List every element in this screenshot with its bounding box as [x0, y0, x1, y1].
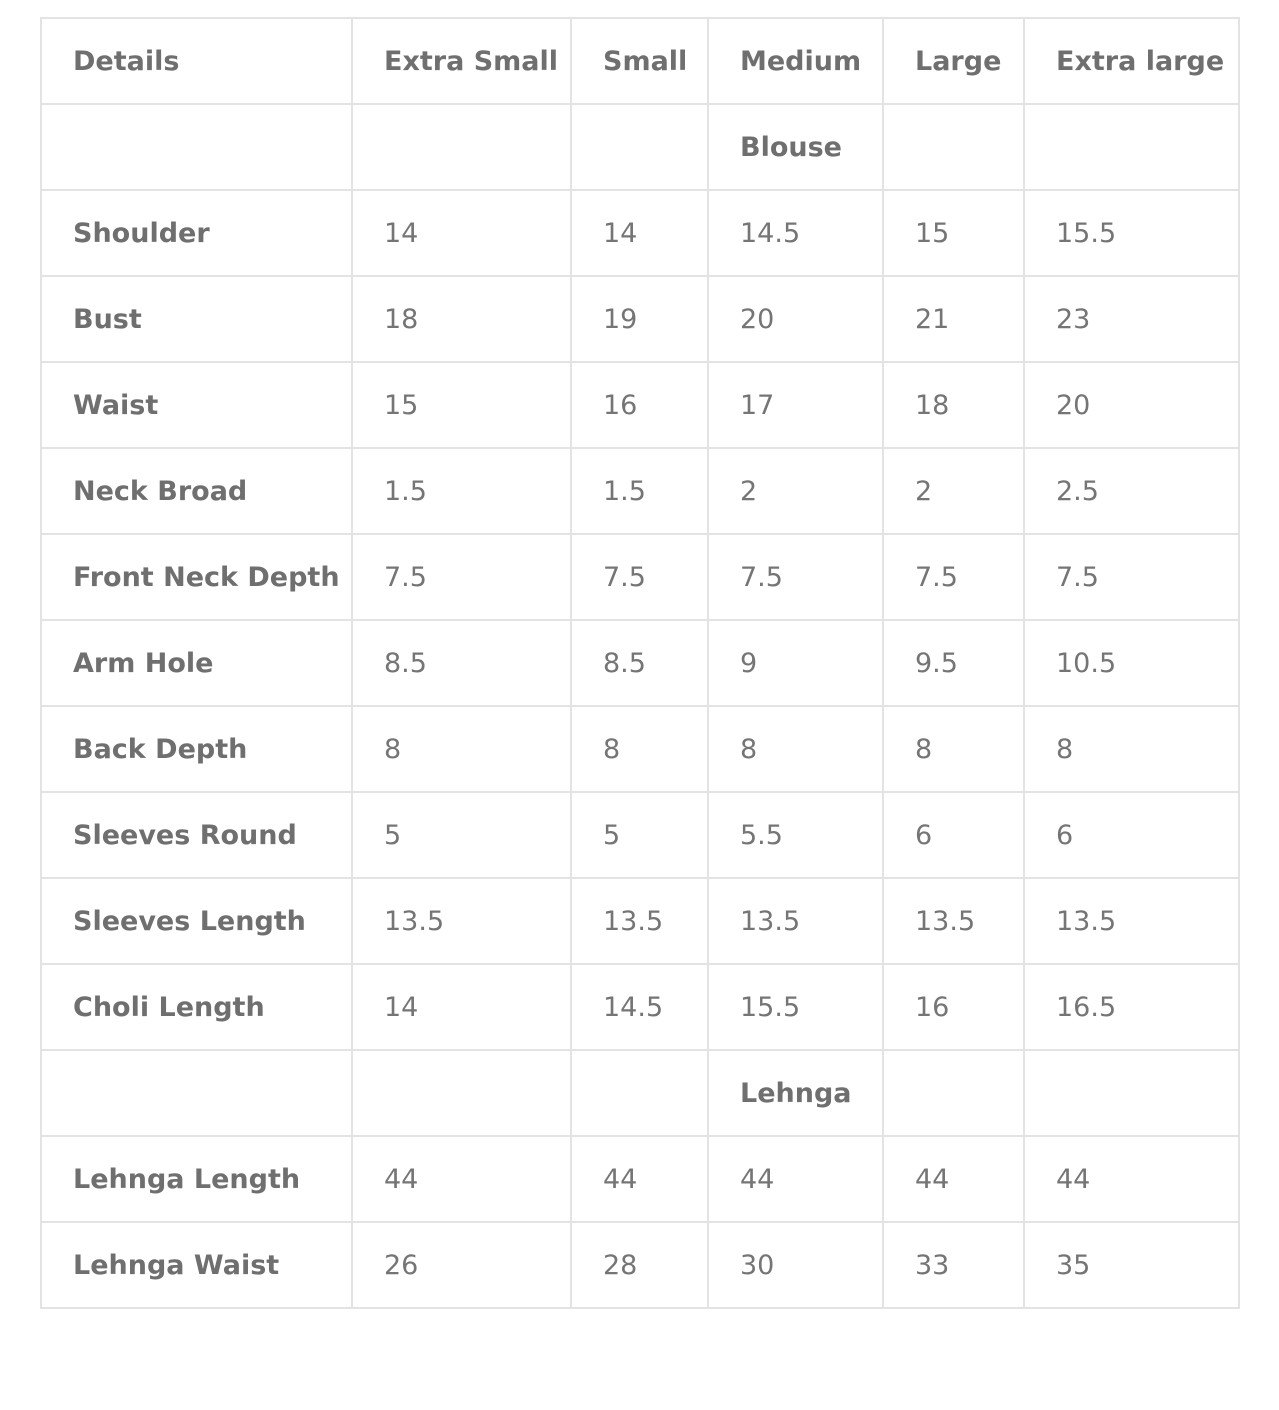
value-cell: 13.5 — [352, 878, 571, 964]
value-cell: 28 — [571, 1222, 708, 1308]
table-row — [41, 792, 1239, 878]
value-cell: 19 — [571, 276, 708, 362]
table-row — [41, 362, 1239, 448]
header-row — [41, 18, 1239, 104]
row-label: Lehnga Length — [41, 1136, 352, 1222]
row-label: Arm Hole — [41, 620, 352, 706]
value-cell: 44 — [352, 1136, 571, 1222]
empty-cell — [1024, 1050, 1239, 1136]
row-label: Waist — [41, 362, 352, 448]
table-row — [41, 1136, 1239, 1222]
value-cell: 2 — [883, 448, 1024, 534]
value-cell: 21 — [883, 276, 1024, 362]
table-row — [41, 190, 1239, 276]
value-cell: 1.5 — [352, 448, 571, 534]
value-cell: 44 — [1024, 1136, 1239, 1222]
empty-cell — [352, 104, 571, 190]
value-cell: 6 — [883, 792, 1024, 878]
value-cell: 16 — [571, 362, 708, 448]
value-cell: 18 — [883, 362, 1024, 448]
empty-cell — [352, 1050, 571, 1136]
value-cell: 15 — [352, 362, 571, 448]
value-cell: 8 — [883, 706, 1024, 792]
value-cell: 44 — [571, 1136, 708, 1222]
value-cell: 14 — [352, 964, 571, 1050]
value-cell: 14.5 — [708, 190, 883, 276]
row-label: Sleeves Round — [41, 792, 352, 878]
size-chart-table — [40, 17, 1240, 1309]
section-title: Lehnga — [708, 1050, 883, 1136]
value-cell: 14.5 — [571, 964, 708, 1050]
table-row — [41, 706, 1239, 792]
empty-cell — [41, 1050, 352, 1136]
value-cell: 35 — [1024, 1222, 1239, 1308]
value-cell: 7.5 — [883, 534, 1024, 620]
table-row — [41, 878, 1239, 964]
row-label: Back Depth — [41, 706, 352, 792]
header-cell-extra-small: Extra Small — [352, 18, 571, 104]
value-cell: 20 — [708, 276, 883, 362]
section-title: Blouse — [708, 104, 883, 190]
value-cell: 7.5 — [708, 534, 883, 620]
header-cell-large: Large — [883, 18, 1024, 104]
value-cell: 9.5 — [883, 620, 1024, 706]
value-cell: 8 — [352, 706, 571, 792]
empty-cell — [41, 104, 352, 190]
table-row — [41, 276, 1239, 362]
value-cell: 5 — [571, 792, 708, 878]
value-cell: 15.5 — [708, 964, 883, 1050]
empty-cell — [571, 104, 708, 190]
row-label: Neck Broad — [41, 448, 352, 534]
table-header — [41, 18, 1239, 104]
value-cell: 7.5 — [571, 534, 708, 620]
value-cell: 14 — [571, 190, 708, 276]
table-row — [41, 964, 1239, 1050]
value-cell: 8 — [1024, 706, 1239, 792]
header-cell-extra-large: Extra large — [1024, 18, 1239, 104]
value-cell: 8 — [571, 706, 708, 792]
value-cell: 23 — [1024, 276, 1239, 362]
value-cell: 8 — [708, 706, 883, 792]
value-cell: 7.5 — [352, 534, 571, 620]
value-cell: 18 — [352, 276, 571, 362]
value-cell: 16 — [883, 964, 1024, 1050]
value-cell: 13.5 — [571, 878, 708, 964]
value-cell: 17 — [708, 362, 883, 448]
value-cell: 7.5 — [1024, 534, 1239, 620]
section-row — [41, 1050, 1239, 1136]
value-cell: 13.5 — [883, 878, 1024, 964]
empty-cell — [571, 1050, 708, 1136]
row-label: Bust — [41, 276, 352, 362]
value-cell: 8.5 — [571, 620, 708, 706]
row-label: Lehnga Waist — [41, 1222, 352, 1308]
value-cell: 20 — [1024, 362, 1239, 448]
value-cell: 30 — [708, 1222, 883, 1308]
empty-cell — [883, 104, 1024, 190]
row-label: Shoulder — [41, 190, 352, 276]
value-cell: 1.5 — [571, 448, 708, 534]
value-cell: 2 — [708, 448, 883, 534]
header-cell-medium: Medium — [708, 18, 883, 104]
value-cell: 15.5 — [1024, 190, 1239, 276]
value-cell: 26 — [352, 1222, 571, 1308]
table-row — [41, 534, 1239, 620]
value-cell: 10.5 — [1024, 620, 1239, 706]
table-body — [41, 104, 1239, 1308]
value-cell: 5.5 — [708, 792, 883, 878]
value-cell: 13.5 — [708, 878, 883, 964]
value-cell: 15 — [883, 190, 1024, 276]
size-chart-container — [40, 17, 1240, 1309]
value-cell: 44 — [883, 1136, 1024, 1222]
table-row — [41, 620, 1239, 706]
header-cell-small: Small — [571, 18, 708, 104]
row-label: Front Neck Depth — [41, 534, 352, 620]
value-cell: 44 — [708, 1136, 883, 1222]
value-cell: 6 — [1024, 792, 1239, 878]
section-row — [41, 104, 1239, 190]
value-cell: 5 — [352, 792, 571, 878]
value-cell: 33 — [883, 1222, 1024, 1308]
value-cell: 2.5 — [1024, 448, 1239, 534]
value-cell: 13.5 — [1024, 878, 1239, 964]
value-cell: 14 — [352, 190, 571, 276]
table-row — [41, 448, 1239, 534]
row-label: Sleeves Length — [41, 878, 352, 964]
header-cell-details: Details — [41, 18, 352, 104]
value-cell: 9 — [708, 620, 883, 706]
table-row — [41, 1222, 1239, 1308]
empty-cell — [1024, 104, 1239, 190]
value-cell: 8.5 — [352, 620, 571, 706]
empty-cell — [883, 1050, 1024, 1136]
row-label: Choli Length — [41, 964, 352, 1050]
value-cell: 16.5 — [1024, 964, 1239, 1050]
